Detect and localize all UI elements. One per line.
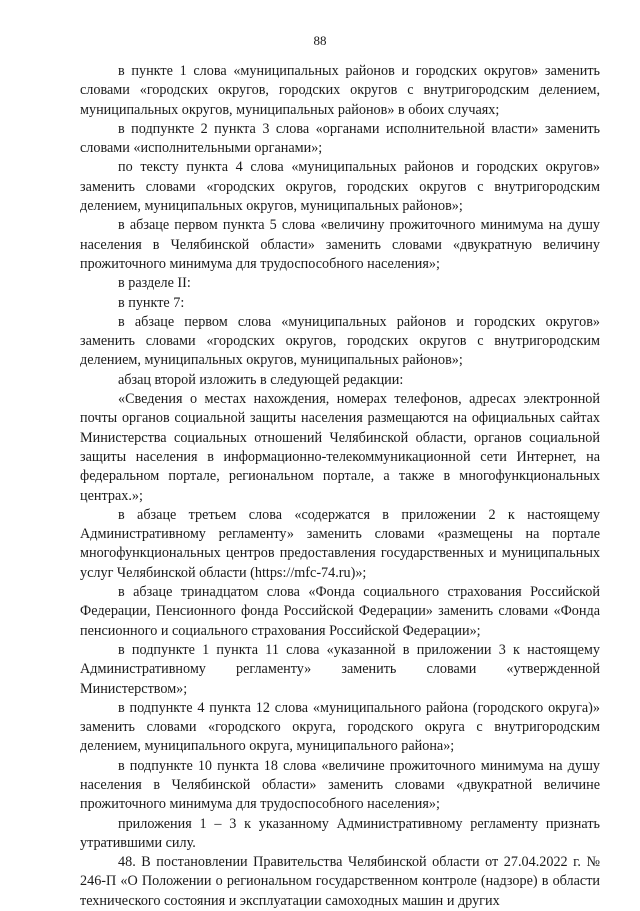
- paragraph: «Сведения о местах нахождения, номерах телефонов, адресах электронной почты органов социальной защиты населения размещаются на официальных сайтах Министерства социальных отношений Челябинской области, органов социальной защиты населения в информационно-телекоммуникационной сети Интернет, на федеральном портале, региональном портале, а также в многофункциональных центрах.»;: [80, 391, 600, 504]
- paragraph: в абзаце тринадцатом слова «Фонда социального страхования Российской Федерации, Пенсионного фонда Российской Федерации» заменить словами «Фонда пенсионного и социального страхования Российской Федерации»;: [80, 584, 600, 639]
- paragraph: в абзаце третьем слова «содержатся в приложении 2 к настоящему Административному регламенту» заменить словами «размещены на портале многофункциональных центров предоставления государственных и муниципальных услуг Челябинской области (https://mfc-74.ru)»;: [80, 506, 600, 581]
- paragraph: в пункте 1 слова «муниципальных районов и городских округов» заменить словами «городских округов, городских округов с внутригородским делением, муниципальных округов, муниципальных районов» в обоих случаях;: [80, 63, 600, 118]
- paragraph: в подпункте 10 пункта 18 слова «величине прожиточного минимума на душу населения в Челябинской области» заменить словами «двукратной величине прожиточного минимума для трудоспособного населения»;: [80, 757, 600, 813]
- paragraph: в пункте 7:: [118, 294, 185, 311]
- paragraph: приложения 1 – 3 к указанному Административному регламенту признать утратившими силу.: [80, 815, 600, 851]
- paragraph: в подпункте 4 пункта 12 слова «муниципального района (городского округа)» заменить словами «городского округа, городского округа с внутригородским делением, муниципального округа, муниципального района»;: [80, 699, 600, 755]
- paragraph: по тексту пункта 4 слова «муниципальных районов и городских округов» заменить словами «городских округов, городских округов с внутригородским делением, муниципальных округов, муниципальных районов»;: [80, 159, 600, 215]
- paragraph: 48. В постановлении Правительства Челябинской области от 27.04.2022 г. № 246-П «О Положении о региональном государственном контроле (надзоре) в области технического состояния и эксплуатации самоходных машин и других: [80, 854, 600, 909]
- paragraph: в абзаце первом слова «муниципальных районов и городских округов» заменить словами «городских округов, городских округов с внутригородским делением, муниципальных округов, муниципальных районов»;: [80, 313, 600, 369]
- paragraph: в абзаце первом пункта 5 слова «величину прожиточного минимума на душу населения в Челябинской области» заменить словами «двукратную величину прожиточного минимума для трудоспособного населения»;: [80, 217, 600, 272]
- paragraph: в подпункте 1 пункта 11 слова «указанной в приложении 3 к настоящему Административному регламенту» заменить словами «утвержденной Министерством»;: [80, 641, 600, 697]
- document-body: [80, 62, 600, 911]
- paragraph: в подпункте 2 пункта 3 слова «органами исполнительной власти» заменить словами «исполнительными органами»;: [80, 120, 600, 157]
- paragraph: абзац второй изложить в следующей редакции:: [118, 371, 404, 388]
- page-number: 88: [313, 33, 327, 48]
- paragraph: в разделе II:: [118, 275, 191, 292]
